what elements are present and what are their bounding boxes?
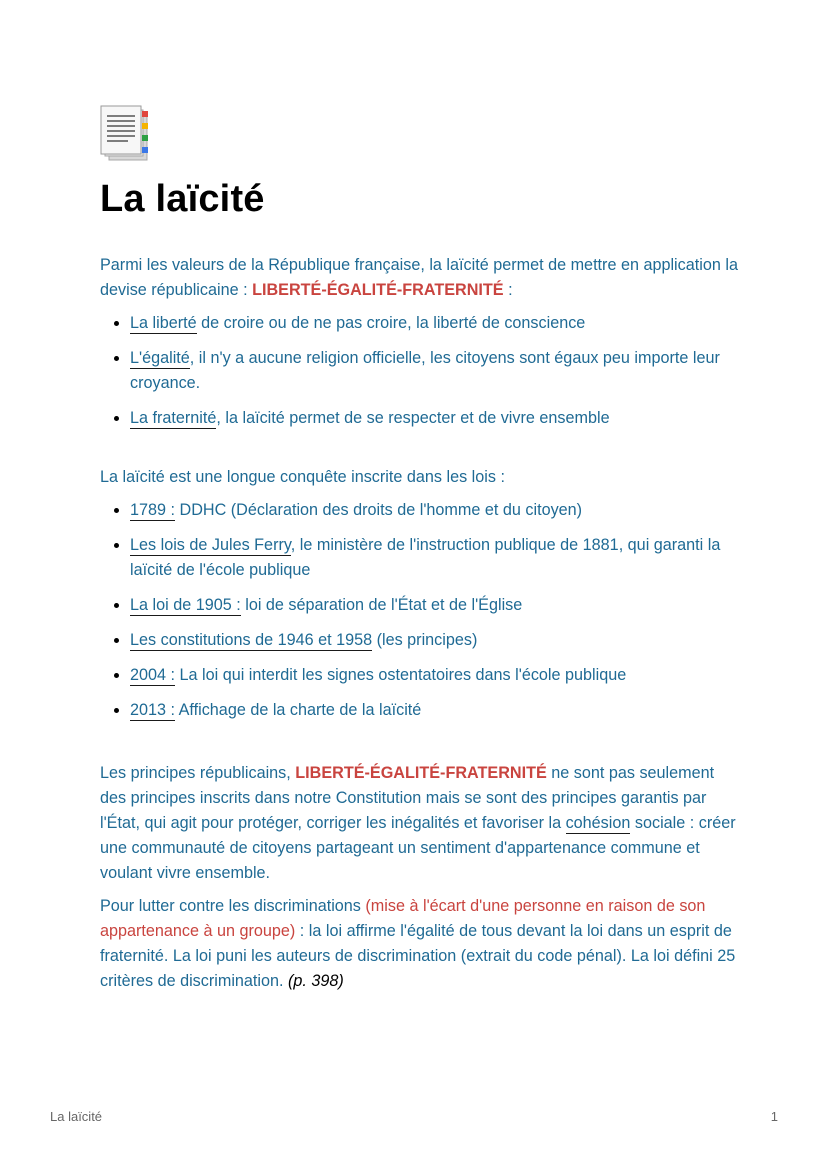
laws-list	[100, 498, 740, 723]
list-item: La liberté de croire ou de ne pas croire, la liberté de conscience	[130, 311, 740, 336]
list-item: 2013 : Affichage de la charte de la laïcité	[130, 698, 740, 723]
document-icon	[100, 105, 156, 163]
list-item: Les lois de Jules Ferry, le ministère de l'instruction publique de 1881, qui garanti la laïcité de l'école publique	[130, 533, 740, 583]
list-item: 1789 : DDHC (Déclaration des droits de l'homme et du citoyen)	[130, 498, 740, 523]
list-item: 2004 : La loi qui interdit les signes ostentatoires dans l'école publique	[130, 663, 740, 688]
principles-paragraph: Les principes républicains, LIBERTÉ-ÉGALITÉ-FRATERNITÉ ne sont pas seulement des principes inscrits dans notre Constitution mais se sont des principes garantis par l'État, qui agit pour protéger, corriger les inégalités et favoriser la cohésion sociale : créer une communauté de citoyens partageant un sentiment d'appartenance commune et voulant vivre ensemble.	[100, 764, 736, 882]
intro-paragraph: Parmi les valeurs de la République française, la laïcité permet de mettre en application la devise républicaine : LIBERTÉ-ÉGALITÉ-FRATERNITÉ :	[100, 256, 738, 299]
list-item: La loi de 1905 : loi de séparation de l'État et de l'Église	[130, 593, 740, 618]
page-title: La laïcité	[100, 178, 265, 220]
list-item: La fraternité, la laïcité permet de se respecter et de vivre ensemble	[130, 406, 740, 431]
page-content	[100, 105, 740, 994]
footer-title: La laïcité	[50, 1109, 103, 1124]
page-number: 1	[770, 1109, 778, 1124]
definition: (mise à l'écart d'une personne en raison de son appartenance à un groupe)	[100, 897, 706, 940]
list-item: L'égalité, il n'y a aucune religion officielle, les citoyens sont égaux peu importe leur croyance.	[130, 346, 740, 396]
values-list	[100, 311, 740, 431]
laws-intro: La laïcité est une longue conquête inscrite dans les lois :	[100, 468, 505, 486]
motto: LIBERTÉ-ÉGALITÉ-FRATERNITÉ	[295, 764, 547, 782]
discrimination-paragraph: Pour lutter contre les discriminations (mise à l'écart d'une personne en raison de son appartenance à un groupe) : la loi affirme l'égalité de tous devant la loi dans un esprit de fraternité. La loi puni les auteurs de discrimination (extrait du code pénal). La loi défini 25 critères de discrimination. (p. 398)	[100, 897, 736, 990]
motto: LIBERTÉ-ÉGALITÉ-FRATERNITÉ	[252, 281, 504, 299]
page-reference: (p. 398)	[288, 972, 344, 990]
list-item: Les constitutions de 1946 et 1958 (les principes)	[130, 628, 740, 653]
